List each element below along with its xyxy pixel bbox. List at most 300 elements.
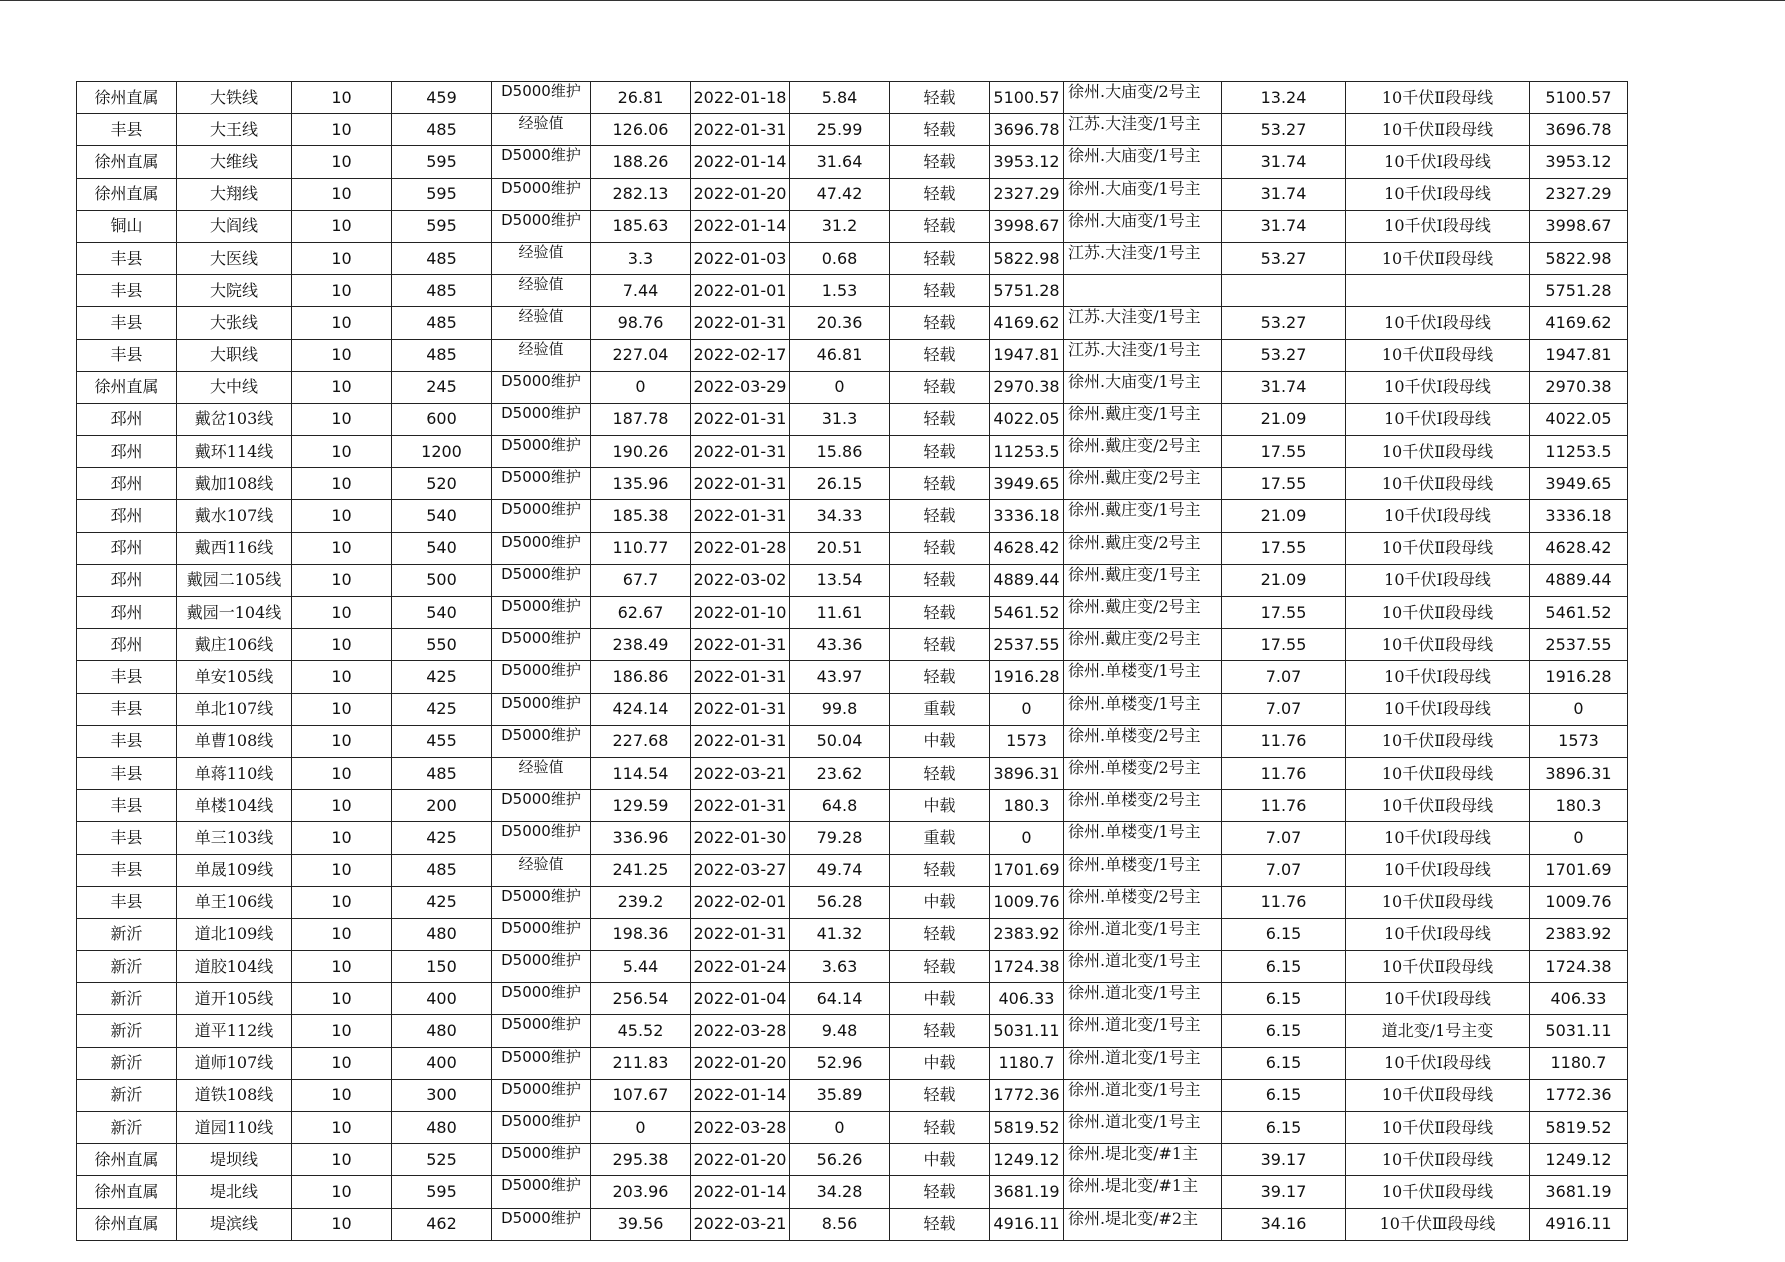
load-rate-cell: 79.28 xyxy=(790,822,890,854)
table-row xyxy=(77,983,1628,1015)
capacity-cell: 540 xyxy=(392,532,492,564)
load-status-cell: 轻载 xyxy=(890,307,990,339)
capacity-cell: 425 xyxy=(392,693,492,725)
voltage-cell: 10 xyxy=(292,1015,392,1047)
transformer-cell: 徐州.单楼变/1号主 xyxy=(1064,693,1222,725)
voltage-cell: 10 xyxy=(292,757,392,789)
method-cell: D5000维护 xyxy=(492,146,591,178)
bus-cell: 10千伏Ⅱ段母线 xyxy=(1346,790,1530,822)
available-capacity-cell: 5751.28 xyxy=(1530,275,1628,307)
method-cell: D5000维护 xyxy=(492,468,591,500)
load-rate-cell: 50.04 xyxy=(790,725,890,757)
transformer-cell: 徐州.大庙变/1号主 xyxy=(1064,146,1222,178)
city-cell: 新沂 xyxy=(77,983,177,1015)
date-cell: 2022-01-28 xyxy=(691,532,790,564)
table-row xyxy=(77,854,1628,886)
date-cell: 2022-02-01 xyxy=(691,886,790,918)
current-cell: 98.76 xyxy=(591,307,691,339)
load-status-cell: 轻载 xyxy=(890,146,990,178)
load-status-cell: 轻载 xyxy=(890,436,990,468)
line-name-cell: 戴加108线 xyxy=(177,468,292,500)
available-capacity-cell: 3696.78 xyxy=(1530,114,1628,146)
load-status-cell: 轻载 xyxy=(890,242,990,274)
date-cell: 2022-01-31 xyxy=(691,790,790,822)
bus-cell: 10千伏Ⅱ段母线 xyxy=(1346,757,1530,789)
table-row xyxy=(77,693,1628,725)
city-cell: 丰县 xyxy=(77,307,177,339)
table-row xyxy=(77,82,1628,114)
spare-capacity-cell: 5461.52 xyxy=(990,597,1064,629)
available-capacity-cell: 1573 xyxy=(1530,725,1628,757)
current-cell: 26.81 xyxy=(591,82,691,114)
method-cell: 经验值 xyxy=(492,854,591,886)
voltage-cell: 10 xyxy=(292,1144,392,1176)
bus-cell: 10千伏Ⅰ段母线 xyxy=(1346,693,1530,725)
city-cell: 邳州 xyxy=(77,597,177,629)
table-row xyxy=(77,790,1628,822)
table-row xyxy=(77,307,1628,339)
current-cell: 0 xyxy=(591,1112,691,1144)
transformer-cell: 徐州.单楼变/1号主 xyxy=(1064,822,1222,854)
line-name-cell: 戴水107线 xyxy=(177,500,292,532)
method-cell: D5000维护 xyxy=(492,436,591,468)
current-cell: 188.26 xyxy=(591,146,691,178)
voltage-cell: 10 xyxy=(292,307,392,339)
spare-capacity-cell: 1701.69 xyxy=(990,854,1064,886)
transformer-cell: 徐州.单楼变/2号主 xyxy=(1064,790,1222,822)
load-rate-cell: 9.48 xyxy=(790,1015,890,1047)
transformer-load-cell: 6.15 xyxy=(1222,1047,1346,1079)
spare-capacity-cell: 5031.11 xyxy=(990,1015,1064,1047)
transformer-load-cell: 39.17 xyxy=(1222,1176,1346,1208)
line-name-cell: 堤北线 xyxy=(177,1176,292,1208)
bus-cell: 10千伏Ⅰ段母线 xyxy=(1346,854,1530,886)
available-capacity-cell: 3998.67 xyxy=(1530,210,1628,242)
voltage-cell: 10 xyxy=(292,564,392,596)
transformer-cell: 徐州.道北变/1号主 xyxy=(1064,983,1222,1015)
voltage-cell: 10 xyxy=(292,1176,392,1208)
capacity-cell: 525 xyxy=(392,1144,492,1176)
date-cell: 2022-01-31 xyxy=(691,114,790,146)
current-cell: 203.96 xyxy=(591,1176,691,1208)
table-row xyxy=(77,242,1628,274)
available-capacity-cell: 5031.11 xyxy=(1530,1015,1628,1047)
load-rate-cell: 41.32 xyxy=(790,918,890,950)
transformer-cell: 徐州.道北变/1号主 xyxy=(1064,1015,1222,1047)
current-cell: 7.44 xyxy=(591,275,691,307)
spare-capacity-cell: 1947.81 xyxy=(990,339,1064,371)
bus-cell: 10千伏Ⅱ段母线 xyxy=(1346,1079,1530,1111)
capacity-cell: 425 xyxy=(392,661,492,693)
load-status-cell: 轻载 xyxy=(890,918,990,950)
date-cell: 2022-01-14 xyxy=(691,210,790,242)
line-name-cell: 单北107线 xyxy=(177,693,292,725)
date-cell: 2022-01-14 xyxy=(691,1079,790,1111)
date-cell: 2022-01-10 xyxy=(691,597,790,629)
transformer-cell: 徐州.堤北变/#1主 xyxy=(1064,1176,1222,1208)
city-cell: 邳州 xyxy=(77,532,177,564)
load-rate-cell: 52.96 xyxy=(790,1047,890,1079)
current-cell: 227.68 xyxy=(591,725,691,757)
table-row xyxy=(77,918,1628,950)
capacity-cell: 200 xyxy=(392,790,492,822)
load-rate-cell: 31.2 xyxy=(790,210,890,242)
transformer-cell xyxy=(1064,275,1222,307)
city-cell: 徐州直属 xyxy=(77,1208,177,1240)
method-cell: D5000维护 xyxy=(492,564,591,596)
method-cell: D5000维护 xyxy=(492,1112,591,1144)
bus-cell: 10千伏Ⅱ段母线 xyxy=(1346,886,1530,918)
voltage-cell: 10 xyxy=(292,82,392,114)
capacity-cell: 485 xyxy=(392,307,492,339)
bus-cell: 10千伏Ⅰ段母线 xyxy=(1346,210,1530,242)
line-name-cell: 大翔线 xyxy=(177,178,292,210)
bus-cell: 10千伏Ⅰ段母线 xyxy=(1346,146,1530,178)
spare-capacity-cell: 1772.36 xyxy=(990,1079,1064,1111)
line-name-cell: 单三103线 xyxy=(177,822,292,854)
capacity-cell: 459 xyxy=(392,82,492,114)
capacity-cell: 480 xyxy=(392,1112,492,1144)
bus-cell: 10千伏Ⅱ段母线 xyxy=(1346,114,1530,146)
method-cell: 经验值 xyxy=(492,307,591,339)
city-cell: 徐州直属 xyxy=(77,1176,177,1208)
date-cell: 2022-01-31 xyxy=(691,693,790,725)
current-cell: 110.77 xyxy=(591,532,691,564)
table-row xyxy=(77,757,1628,789)
load-status-cell: 轻载 xyxy=(890,1079,990,1111)
line-name-cell: 大中线 xyxy=(177,371,292,403)
line-name-cell: 单曹108线 xyxy=(177,725,292,757)
voltage-cell: 10 xyxy=(292,822,392,854)
load-status-cell: 中载 xyxy=(890,1047,990,1079)
transformer-cell: 徐州.戴庄变/2号主 xyxy=(1064,468,1222,500)
capacity-cell: 425 xyxy=(392,822,492,854)
bus-cell: 10千伏Ⅱ段母线 xyxy=(1346,725,1530,757)
available-capacity-cell: 1009.76 xyxy=(1530,886,1628,918)
table-row xyxy=(77,597,1628,629)
voltage-cell: 10 xyxy=(292,275,392,307)
bus-cell: 10千伏Ⅱ段母线 xyxy=(1346,951,1530,983)
load-rate-cell: 1.53 xyxy=(790,275,890,307)
voltage-cell: 10 xyxy=(292,918,392,950)
current-cell: 295.38 xyxy=(591,1144,691,1176)
load-status-cell: 轻载 xyxy=(890,854,990,886)
city-cell: 徐州直属 xyxy=(77,371,177,403)
method-cell: D5000维护 xyxy=(492,1208,591,1240)
current-cell: 227.04 xyxy=(591,339,691,371)
date-cell: 2022-01-14 xyxy=(691,146,790,178)
voltage-cell: 10 xyxy=(292,403,392,435)
transformer-cell: 江苏.大洼变/1号主 xyxy=(1064,114,1222,146)
transformer-load-cell: 17.55 xyxy=(1222,436,1346,468)
transformer-load-cell: 17.55 xyxy=(1222,532,1346,564)
load-status-cell: 轻载 xyxy=(890,403,990,435)
method-cell: D5000维护 xyxy=(492,661,591,693)
load-status-cell: 中载 xyxy=(890,1144,990,1176)
transformer-cell: 徐州.道北变/1号主 xyxy=(1064,1079,1222,1111)
available-capacity-cell: 5461.52 xyxy=(1530,597,1628,629)
city-cell: 徐州直属 xyxy=(77,178,177,210)
line-name-cell: 堤坝线 xyxy=(177,1144,292,1176)
table-row xyxy=(77,1112,1628,1144)
spare-capacity-cell: 2537.55 xyxy=(990,629,1064,661)
available-capacity-cell: 4628.42 xyxy=(1530,532,1628,564)
date-cell: 2022-01-31 xyxy=(691,661,790,693)
city-cell: 新沂 xyxy=(77,918,177,950)
transformer-load-cell: 53.27 xyxy=(1222,339,1346,371)
spare-capacity-cell: 406.33 xyxy=(990,983,1064,1015)
method-cell: D5000维护 xyxy=(492,1176,591,1208)
table-row xyxy=(77,1015,1628,1047)
city-cell: 邳州 xyxy=(77,629,177,661)
transformer-cell: 徐州.戴庄变/2号主 xyxy=(1064,597,1222,629)
available-capacity-cell: 5819.52 xyxy=(1530,1112,1628,1144)
city-cell: 新沂 xyxy=(77,1079,177,1111)
city-cell: 邳州 xyxy=(77,500,177,532)
line-name-cell: 大铁线 xyxy=(177,82,292,114)
line-name-cell: 大王线 xyxy=(177,114,292,146)
date-cell: 2022-01-20 xyxy=(691,178,790,210)
method-cell: D5000维护 xyxy=(492,1079,591,1111)
method-cell: D5000维护 xyxy=(492,210,591,242)
bus-cell: 10千伏Ⅱ段母线 xyxy=(1346,532,1530,564)
method-cell: D5000维护 xyxy=(492,951,591,983)
current-cell: 424.14 xyxy=(591,693,691,725)
bus-cell: 10千伏Ⅰ段母线 xyxy=(1346,822,1530,854)
load-rate-cell: 31.64 xyxy=(790,146,890,178)
load-status-cell: 轻载 xyxy=(890,371,990,403)
available-capacity-cell: 1724.38 xyxy=(1530,951,1628,983)
line-name-cell: 道平112线 xyxy=(177,1015,292,1047)
table-row xyxy=(77,1208,1628,1240)
method-cell: D5000维护 xyxy=(492,1144,591,1176)
transformer-cell: 徐州.戴庄变/2号主 xyxy=(1064,629,1222,661)
bus-cell: 10千伏Ⅱ段母线 xyxy=(1346,436,1530,468)
table-row xyxy=(77,210,1628,242)
transformer-cell: 徐州.戴庄变/2号主 xyxy=(1064,532,1222,564)
transformer-cell: 徐州.戴庄变/1号主 xyxy=(1064,564,1222,596)
spare-capacity-cell: 3896.31 xyxy=(990,757,1064,789)
load-rate-cell: 35.89 xyxy=(790,1079,890,1111)
bus-cell: 10千伏Ⅱ段母线 xyxy=(1346,468,1530,500)
method-cell: 经验值 xyxy=(492,339,591,371)
load-rate-cell: 8.56 xyxy=(790,1208,890,1240)
capacity-cell: 595 xyxy=(392,178,492,210)
transformer-cell: 徐州.道北变/1号主 xyxy=(1064,951,1222,983)
load-status-cell: 轻载 xyxy=(890,1015,990,1047)
table-row xyxy=(77,661,1628,693)
voltage-cell: 10 xyxy=(292,500,392,532)
available-capacity-cell: 5100.57 xyxy=(1530,82,1628,114)
table-row xyxy=(77,951,1628,983)
spare-capacity-cell: 4022.05 xyxy=(990,403,1064,435)
method-cell: 经验值 xyxy=(492,242,591,274)
spare-capacity-cell: 1573 xyxy=(990,725,1064,757)
transformer-load-cell: 31.74 xyxy=(1222,371,1346,403)
voltage-cell: 10 xyxy=(292,597,392,629)
method-cell: D5000维护 xyxy=(492,500,591,532)
bus-cell: 10千伏Ⅱ段母线 xyxy=(1346,597,1530,629)
line-name-cell: 道北109线 xyxy=(177,918,292,950)
method-cell: D5000维护 xyxy=(492,983,591,1015)
current-cell: 45.52 xyxy=(591,1015,691,1047)
transformer-cell: 江苏.大洼变/1号主 xyxy=(1064,307,1222,339)
spare-capacity-cell: 11253.5 xyxy=(990,436,1064,468)
load-rate-cell: 13.54 xyxy=(790,564,890,596)
current-cell: 198.36 xyxy=(591,918,691,950)
load-status-cell: 中载 xyxy=(890,725,990,757)
current-cell: 187.78 xyxy=(591,403,691,435)
line-name-cell: 道铁108线 xyxy=(177,1079,292,1111)
city-cell: 丰县 xyxy=(77,854,177,886)
transformer-cell: 徐州.戴庄变/1号主 xyxy=(1064,403,1222,435)
table-row xyxy=(77,1144,1628,1176)
capacity-cell: 1200 xyxy=(392,436,492,468)
date-cell: 2022-01-01 xyxy=(691,275,790,307)
city-cell: 丰县 xyxy=(77,661,177,693)
spare-capacity-cell: 1249.12 xyxy=(990,1144,1064,1176)
line-name-cell: 单楼104线 xyxy=(177,790,292,822)
bus-cell: 10千伏Ⅰ段母线 xyxy=(1346,500,1530,532)
bus-cell: 10千伏Ⅱ段母线 xyxy=(1346,629,1530,661)
table-row xyxy=(77,403,1628,435)
load-status-cell: 中载 xyxy=(890,983,990,1015)
table-row xyxy=(77,500,1628,532)
spare-capacity-cell: 5822.98 xyxy=(990,242,1064,274)
load-rate-cell: 43.36 xyxy=(790,629,890,661)
city-cell: 徐州直属 xyxy=(77,146,177,178)
voltage-cell: 10 xyxy=(292,725,392,757)
transformer-load-cell xyxy=(1222,275,1346,307)
date-cell: 2022-01-30 xyxy=(691,822,790,854)
capacity-cell: 150 xyxy=(392,951,492,983)
transformer-load-cell: 31.74 xyxy=(1222,178,1346,210)
load-status-cell: 中载 xyxy=(890,790,990,822)
load-rate-cell: 31.3 xyxy=(790,403,890,435)
voltage-cell: 10 xyxy=(292,790,392,822)
table-row xyxy=(77,371,1628,403)
transformer-load-cell: 11.76 xyxy=(1222,886,1346,918)
spare-capacity-cell: 180.3 xyxy=(990,790,1064,822)
voltage-cell: 10 xyxy=(292,693,392,725)
transformer-load-cell: 17.55 xyxy=(1222,468,1346,500)
load-status-cell: 轻载 xyxy=(890,114,990,146)
method-cell: D5000维护 xyxy=(492,178,591,210)
city-cell: 丰县 xyxy=(77,757,177,789)
capacity-cell: 485 xyxy=(392,757,492,789)
current-cell: 0 xyxy=(591,371,691,403)
capacity-cell: 550 xyxy=(392,629,492,661)
transformer-load-cell: 11.76 xyxy=(1222,757,1346,789)
city-cell: 丰县 xyxy=(77,339,177,371)
spare-capacity-cell: 3998.67 xyxy=(990,210,1064,242)
voltage-cell: 10 xyxy=(292,371,392,403)
transformer-cell: 徐州.戴庄变/2号主 xyxy=(1064,436,1222,468)
line-name-cell: 堤滨线 xyxy=(177,1208,292,1240)
transformer-cell: 徐州.单楼变/2号主 xyxy=(1064,757,1222,789)
line-name-cell: 道园110线 xyxy=(177,1112,292,1144)
available-capacity-cell: 2383.92 xyxy=(1530,918,1628,950)
load-status-cell: 轻载 xyxy=(890,500,990,532)
table-row xyxy=(77,275,1628,307)
line-name-cell: 大维线 xyxy=(177,146,292,178)
current-cell: 211.83 xyxy=(591,1047,691,1079)
voltage-cell: 10 xyxy=(292,951,392,983)
line-name-cell: 大职线 xyxy=(177,339,292,371)
load-status-cell: 轻载 xyxy=(890,82,990,114)
available-capacity-cell: 3953.12 xyxy=(1530,146,1628,178)
table-row xyxy=(77,822,1628,854)
method-cell: D5000维护 xyxy=(492,82,591,114)
transformer-load-cell: 53.27 xyxy=(1222,307,1346,339)
load-rate-cell: 56.26 xyxy=(790,1144,890,1176)
spare-capacity-cell: 3949.65 xyxy=(990,468,1064,500)
voltage-cell: 10 xyxy=(292,468,392,500)
city-cell: 铜山 xyxy=(77,210,177,242)
date-cell: 2022-01-31 xyxy=(691,307,790,339)
line-name-cell: 戴园二105线 xyxy=(177,564,292,596)
transformer-cell: 徐州.单楼变/1号主 xyxy=(1064,661,1222,693)
date-cell: 2022-03-28 xyxy=(691,1112,790,1144)
transformer-load-cell: 6.15 xyxy=(1222,1112,1346,1144)
line-name-cell: 戴园一104线 xyxy=(177,597,292,629)
method-cell: 经验值 xyxy=(492,114,591,146)
date-cell: 2022-01-31 xyxy=(691,629,790,661)
bus-cell: 10千伏Ⅰ段母线 xyxy=(1346,178,1530,210)
load-rate-cell: 20.51 xyxy=(790,532,890,564)
current-cell: 62.67 xyxy=(591,597,691,629)
line-name-cell: 戴岔103线 xyxy=(177,403,292,435)
transformer-cell: 江苏.大洼变/1号主 xyxy=(1064,339,1222,371)
transformer-load-cell: 21.09 xyxy=(1222,500,1346,532)
transformer-cell: 江苏.大洼变/1号主 xyxy=(1064,242,1222,274)
transformer-load-cell: 34.16 xyxy=(1222,1208,1346,1240)
method-cell: D5000维护 xyxy=(492,532,591,564)
available-capacity-cell: 406.33 xyxy=(1530,983,1628,1015)
date-cell: 2022-01-03 xyxy=(691,242,790,274)
transformer-cell: 徐州.堤北变/#1主 xyxy=(1064,1144,1222,1176)
load-rate-cell: 56.28 xyxy=(790,886,890,918)
spare-capacity-cell: 1180.7 xyxy=(990,1047,1064,1079)
voltage-cell: 10 xyxy=(292,1208,392,1240)
available-capacity-cell: 2970.38 xyxy=(1530,371,1628,403)
date-cell: 2022-01-31 xyxy=(691,436,790,468)
capacity-cell: 485 xyxy=(392,275,492,307)
bus-cell: 10千伏Ⅱ段母线 xyxy=(1346,242,1530,274)
current-cell: 336.96 xyxy=(591,822,691,854)
method-cell: D5000维护 xyxy=(492,790,591,822)
bus-cell: 10千伏Ⅰ段母线 xyxy=(1346,1047,1530,1079)
available-capacity-cell: 3336.18 xyxy=(1530,500,1628,532)
current-cell: 185.38 xyxy=(591,500,691,532)
transformer-load-cell: 17.55 xyxy=(1222,629,1346,661)
available-capacity-cell: 1947.81 xyxy=(1530,339,1628,371)
load-status-cell: 轻载 xyxy=(890,597,990,629)
date-cell: 2022-01-31 xyxy=(691,468,790,500)
spare-capacity-cell: 3681.19 xyxy=(990,1176,1064,1208)
line-name-cell: 单安105线 xyxy=(177,661,292,693)
load-rate-cell: 0 xyxy=(790,1112,890,1144)
load-status-cell: 轻载 xyxy=(890,468,990,500)
transformer-load-cell: 13.24 xyxy=(1222,82,1346,114)
transformer-load-cell: 7.07 xyxy=(1222,693,1346,725)
load-rate-cell: 64.14 xyxy=(790,983,890,1015)
load-status-cell: 轻载 xyxy=(890,757,990,789)
date-cell: 2022-03-28 xyxy=(691,1015,790,1047)
bus-cell: 10千伏Ⅰ段母线 xyxy=(1346,661,1530,693)
city-cell: 邳州 xyxy=(77,468,177,500)
voltage-cell: 10 xyxy=(292,1079,392,1111)
